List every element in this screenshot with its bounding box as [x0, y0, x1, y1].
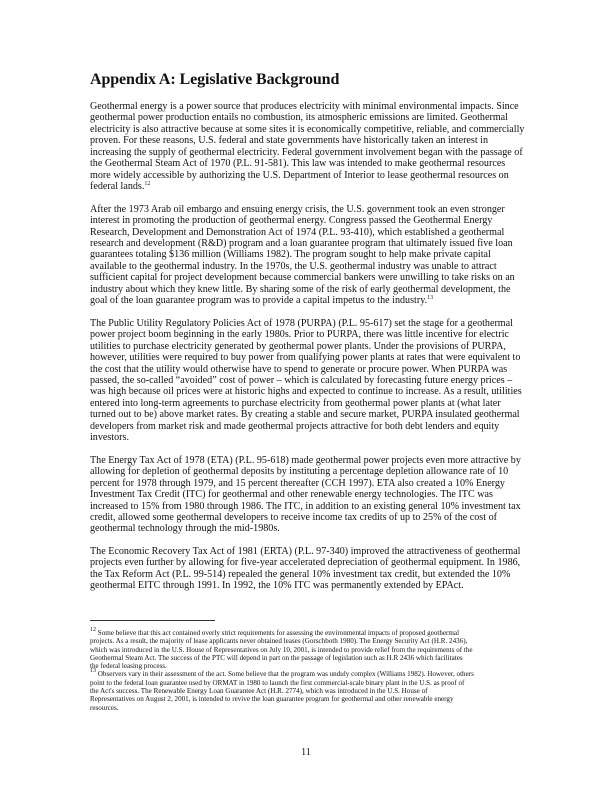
- text-line: guarantees totaling $136 million (Williams 1982). The program sought to help make private capital: [90, 249, 491, 261]
- paragraph: [90, 101, 525, 193]
- footnote-line: Geothermal Steam Act. The success of the PTC will depend in part on the passage of legislation such as H.R 2436 which facilitates: [90, 653, 463, 662]
- text-line: research and development (R&D) program and a loan guarantee program that ultimately issued five loan: [90, 237, 513, 249]
- text-line: the cost that the utility would otherwise have to spend to generate or procure power. When PURPA was: [90, 363, 508, 375]
- paragraph: [90, 546, 522, 592]
- footnote-line: $^{12}$ Some believe that this act contained overly strict requirements for assessing the environmental impacts of proposed geothermal: [90, 627, 460, 637]
- footnote-line: projects. As a result, the majority of lease applicants never obtained leases (Gorschboth 1980). The Energy Security Act (H.R. 2436),: [90, 637, 468, 646]
- text-line: utilities to purchase electricity generated by geothermal power plants. Under the provisions of PURPA,: [90, 340, 506, 352]
- text-line: Investment Tax Credit (ITC) for geothermal and other renewable energy technologies. The ITC was: [90, 489, 493, 501]
- footnote: [90, 670, 522, 711]
- text-line: the Tax Reform Act (P.L. 99-514) repealed the general 10% investment tax credit, but extended the 10%: [90, 568, 511, 580]
- footnote-line: which was introduced in the U.S. House of Representatives on July 10, 2001, is intended to provide relief from the requirements of the: [90, 645, 473, 654]
- footnote-divider: [90, 620, 215, 621]
- text-line: entered into long-term agreements to purchase electricity from geothermal power plants at (what later: [90, 397, 501, 409]
- text-line: goal of the loan guarantee program was to provide a capital impetus to the industry.$^{13}$: [90, 295, 434, 307]
- text-line: Research, Development and Demonstration Act of 1974 (P.L. 93-410), which established a geothermal: [90, 226, 505, 238]
- text-line: passed, the so-called “avoided” cost of power – which is calculated by forecasting future energy prices –: [90, 374, 513, 386]
- paragraph: [90, 204, 522, 307]
- text-line: Geothermal energy is a power source that produces electricity with minimal environmental impacts. Since: [90, 101, 519, 112]
- footnote-number: 13: [90, 668, 96, 675]
- text-line: geothermal power production entails no combustion, its atmospheric emissions are limited. Geothermal: [90, 112, 508, 124]
- text-line: increasing the supply of geothermal electricity. Federal government involvement began with the passage of: [90, 146, 523, 158]
- footnote-line: point to the federal loan guarantee used by ORMAT in 1980 to launch the first commercial-scale binary plant in the U.S. as proof of: [90, 678, 465, 687]
- text-line: power project boom beginning in the early 1980s. Prior to PURPA, there was little incentive for electric: [90, 329, 509, 341]
- text-line: After the 1973 Arab oil embargo and ensuing energy crisis, the U.S. government took an even stronger: [90, 203, 505, 215]
- footnote-line: the federal leasing process.: [90, 662, 167, 671]
- footnotes: [90, 620, 522, 712]
- text-line: federal lands.$^{12}$: [90, 181, 151, 193]
- text-line: credit, allowed some geothermal developers to receive income tax credits of up to 25% of the cost of: [90, 511, 497, 523]
- footnote-reference[interactable]: 13: [427, 295, 434, 302]
- text-line: geothermal technology through the mid-1980s.: [90, 523, 280, 535]
- footnote: [90, 629, 522, 670]
- text-line: interest in promoting the production of geothermal energy. Congress passed the Geothermal Energy: [90, 215, 493, 227]
- text-line: sufficient capital for project development because commercial bankers were unwilling to take risks on an: [90, 272, 515, 284]
- text-line: increased to 15% from 1980 through 1986. The ITC, in addition to an existing general 10% investment tax: [90, 500, 521, 512]
- text-line: geothermal EITC through 1991. In 1992, the 10% ITC was permanently extended by EPAct.: [90, 580, 464, 592]
- footnote-line: $^{13}$ Observers vary in their assessment of the act. Some believe that the program was unduly complex (Williams 1982). However, others: [90, 668, 474, 679]
- text-line: The Economic Recovery Tax Act of 1981 (ERTA) (P.L. 97-340) improved the attractiveness of geothermal: [90, 545, 521, 557]
- paragraph: [90, 318, 522, 444]
- page-number: 11: [301, 747, 311, 758]
- text-line: electricity is also attractive because at some sites it is economically competitive, reliable, and commercially: [90, 123, 525, 135]
- text-line: developers from market risk and made geothermal projects attractive for both debt lenders and equity: [90, 420, 500, 432]
- page-title: Appendix A: Legislative Background: [90, 71, 340, 88]
- footnote-line: resources.: [90, 703, 119, 712]
- text-line: turned out to be) above market rates. By creating a stable and secure market, PURPA insulated geothermal: [90, 409, 520, 421]
- text-line: percent for 1978 through 1979, and 15 percent thereafter (CCH 1997). ETA also created a 10% Energy: [90, 477, 505, 489]
- text-line: the Geothermal Steam Act of 1970 (P.L. 91-581). This law was intended to make geothermal resources: [90, 158, 506, 170]
- text-line: investors.: [90, 432, 129, 444]
- text-line: more widely accessible by authorizing the U.S. Department of Interior to lease geothermal resources on: [90, 169, 509, 181]
- footnote-number: 12: [90, 627, 96, 633]
- paragraph: [90, 455, 522, 535]
- text-line: was high because oil prices were at historic highs and expected to continue to increase. As a result, utilities: [90, 386, 522, 398]
- text-line: The Energy Tax Act of 1978 (ETA) (P.L. 95-618) made geothermal power projects even more attractive by: [90, 454, 521, 466]
- text-line: allowing for depletion of geothermal deposits by instituting a percentage depletion allowance rate of 10: [90, 466, 509, 478]
- text-line: industry about which they knew little. By sharing some of the risk of early geothermal development, the: [90, 283, 511, 295]
- footnote-line: Representatives on August 2, 2001, is intended to revive the loan guarantee program for geothermal and other renewable energy: [90, 695, 454, 704]
- text-line: proven. For these reasons, U.S. federal and state governments have historically taken an interest in: [90, 135, 489, 147]
- text-line: The Public Utility Regulatory Policies Act of 1978 (PURPA) (P.L. 95-617) set the stage for a geothermal: [90, 317, 513, 329]
- footnote-reference[interactable]: 12: [144, 181, 151, 188]
- body-text: [90, 101, 525, 603]
- text-line: projects even further by allowing for five-year accelerated depreciation of geothermal equipment. In 1986,: [90, 557, 521, 569]
- text-line: however, utilities were required to buy power from qualifying power plants at rates that were equivalent to: [90, 352, 521, 364]
- footnote-line: the Act's success. The Renewable Energy Loan Guarantee Act (H.R. 2774), which was introduced in the U.S. House of: [90, 687, 428, 696]
- text-line: available to the geothermal industry. In the 1970s, the U.S. geothermal industry was unable to attract: [90, 260, 497, 272]
